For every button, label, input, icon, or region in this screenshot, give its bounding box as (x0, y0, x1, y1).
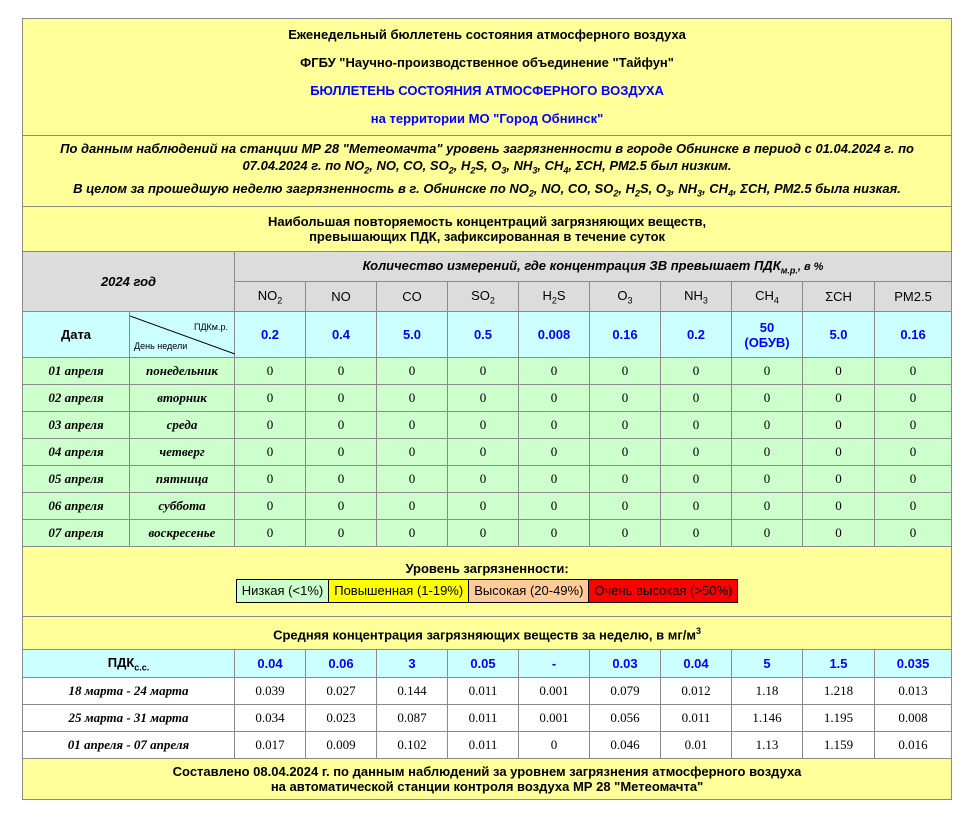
daily-value: 0 (590, 358, 661, 385)
daily-value: 0 (519, 358, 590, 385)
average-value: 0.087 (377, 705, 448, 732)
footer (23, 759, 952, 800)
period-label: 18 марта - 24 марта (23, 678, 235, 705)
daily-value: 0 (448, 385, 519, 412)
daily-value: 0 (875, 520, 952, 547)
daily-value: 0 (448, 493, 519, 520)
daily-date: 01 апреля (23, 358, 130, 385)
daily-value: 0 (519, 493, 590, 520)
substance-header: PM2.5 (875, 282, 952, 312)
average-value: 1.18 (732, 678, 803, 705)
average-value: 1.195 (803, 705, 875, 732)
average-value: 0.079 (590, 678, 661, 705)
intro-paragraph-2: В целом за прошедшую неделю загрязненность в г. Обнинске по $NO_2$, NO, CO, $SO_2$, $H_2S$, $O_3$, $NH_3$, $CH_4$, ΣCH, PM2.5 была низкая. (73, 180, 901, 199)
legend-item: Повышенная (1-19%) (329, 579, 469, 602)
daily-value: 0 (448, 439, 519, 466)
daily-value: 0 (661, 412, 732, 439)
average-value: 0.012 (661, 678, 732, 705)
average-value: 0.023 (306, 705, 377, 732)
daily-value: 0 (377, 385, 448, 412)
pdk-mr-value: 0.16 (875, 312, 952, 358)
daily-value: 0 (235, 493, 306, 520)
average-value: 0.039 (235, 678, 306, 705)
section1-title-line-1: Наибольшая повторяемость концентраций загрязняющих веществ, (268, 214, 707, 230)
daily-value: 0 (519, 466, 590, 493)
pdk-mr-value: 5.0 (377, 312, 448, 358)
legend-table (236, 579, 739, 603)
daily-value: 0 (661, 439, 732, 466)
pdk-ss-value: 0.035 (875, 650, 952, 678)
average-value: 0.016 (875, 732, 952, 759)
pdk-ss-value: 0.03 (590, 650, 661, 678)
daily-value: 0 (661, 520, 732, 547)
average-value: 0.144 (377, 678, 448, 705)
section1-title-line-2: превышающих ПДК, зафиксированная в течение суток (309, 229, 666, 245)
daily-value: 0 (448, 466, 519, 493)
intro-paragraph-1: По данным наблюдений на станции МР 28 "Метеомачта" уровень загрязненности в городе Обнинске в период с 01.04.2024 г. по 07.04.2024 г. по $NO_2$, NO, CO, $SO_2$, $H_2S$, $O_3$, $NH_3$, $CH_4$, ΣCH, PM2.5 был низким. (60, 141, 914, 176)
daily-row (23, 520, 952, 547)
average-value: 0.01 (661, 732, 732, 759)
daily-value: 0 (803, 412, 875, 439)
substance-header: CO (377, 282, 448, 312)
pdk-ss-value: 0.04 (661, 650, 732, 678)
daily-value: 0 (875, 493, 952, 520)
daily-value: 0 (448, 358, 519, 385)
date-label: Дата (23, 312, 130, 358)
daily-value: 0 (661, 493, 732, 520)
count-header: Количество измерений, где концентрация ЗВ превышает $ПДК_{м.р.}$, в % (235, 252, 952, 282)
daily-date: 05 апреля (23, 466, 130, 493)
pdk-mr-value: 0.4 (306, 312, 377, 358)
average-rows (23, 678, 952, 759)
pdk-ss-value: - (519, 650, 590, 678)
daily-value: 0 (235, 520, 306, 547)
daily-row (23, 466, 952, 493)
daily-date: 03 апреля (23, 412, 130, 439)
daily-value: 0 (875, 466, 952, 493)
daily-weekday: понедельник (130, 358, 235, 385)
daily-value: 0 (377, 493, 448, 520)
daily-value: 0 (377, 412, 448, 439)
average-value: 1.159 (803, 732, 875, 759)
pdk-mr-row (23, 312, 952, 358)
header-line-2: ФГБУ "Научно-производственное объединение "Тайфун" (300, 55, 674, 70)
daily-value: 0 (875, 385, 952, 412)
daily-value: 0 (519, 520, 590, 547)
average-value: 0.008 (875, 705, 952, 732)
daily-date: 06 апреля (23, 493, 130, 520)
daily-value: 0 (306, 466, 377, 493)
bulletin-table (22, 18, 952, 800)
daily-value: 0 (732, 358, 803, 385)
period-label: 25 марта - 31 марта (23, 705, 235, 732)
daily-row (23, 412, 952, 439)
legend-item: Низкая (<1%) (236, 579, 329, 602)
daily-date: 02 апреля (23, 385, 130, 412)
section2-title: Средняя концентрация загрязняющих веществ за неделю, в $мг/м^3$ (23, 617, 952, 650)
pdk-ss-value: 0.05 (448, 650, 519, 678)
substance-header: ΣCH (803, 282, 875, 312)
average-value: 0.011 (448, 732, 519, 759)
daily-value: 0 (235, 439, 306, 466)
daily-value: 0 (448, 412, 519, 439)
substance-header: $SO_2$ (448, 282, 519, 312)
daily-value: 0 (306, 358, 377, 385)
daily-value: 0 (448, 520, 519, 547)
pdk-ss-value: 1.5 (803, 650, 875, 678)
daily-row (23, 385, 952, 412)
daily-value: 0 (590, 466, 661, 493)
average-value: 0.011 (448, 678, 519, 705)
daily-value: 0 (803, 466, 875, 493)
daily-value: 0 (661, 358, 732, 385)
daily-value: 0 (377, 439, 448, 466)
header-line-4: на территории МО "Город Обнинск" (370, 111, 604, 126)
average-value: 0.001 (519, 705, 590, 732)
legend-title: Уровень загрязненности: (405, 560, 569, 576)
daily-value: 0 (732, 466, 803, 493)
daily-date: 04 апреля (23, 439, 130, 466)
pdk-ss-value: 0.04 (235, 650, 306, 678)
pdk-mr-value: 5.0 (803, 312, 875, 358)
daily-value: 0 (306, 412, 377, 439)
daily-value: 0 (519, 412, 590, 439)
daily-value: 0 (235, 385, 306, 412)
pdk-mr-value: 0.5 (448, 312, 519, 358)
pdk-mr-value: 0.2 (661, 312, 732, 358)
average-row (23, 705, 952, 732)
substance-header: $NO_2$ (235, 282, 306, 312)
daily-value: 0 (803, 493, 875, 520)
average-row (23, 732, 952, 759)
intro-text (23, 136, 952, 207)
pdk-mr-value: 50 (ОБУВ) (732, 312, 803, 358)
daily-value: 0 (803, 385, 875, 412)
daily-weekday: вторник (130, 385, 235, 412)
daily-rows (23, 358, 952, 547)
daily-weekday: воскресенье (130, 520, 235, 547)
daily-value: 0 (732, 520, 803, 547)
daily-value: 0 (377, 358, 448, 385)
average-value: 0.011 (661, 705, 732, 732)
average-row (23, 678, 952, 705)
legend-item: Очень высокая (>50%) (589, 579, 738, 602)
daily-value: 0 (732, 412, 803, 439)
average-value: 0.027 (306, 678, 377, 705)
header-line-1: Еженедельный бюллетень состояния атмосферного воздуха (288, 27, 686, 42)
section1-title (23, 207, 952, 252)
average-value: 1.146 (732, 705, 803, 732)
daily-value: 0 (306, 520, 377, 547)
bulletin (22, 18, 951, 800)
diag-top-label: ПДКм.р. (193, 321, 228, 332)
average-value: 0.034 (235, 705, 306, 732)
substance-header: NO (306, 282, 377, 312)
substance-header: $CH_4$ (732, 282, 803, 312)
bulletin-header (23, 19, 952, 136)
average-value: 0.017 (235, 732, 306, 759)
footer-line-1: Составлено 08.04.2024 г. по данным наблюдений за уровнем загрязнения атмосферного воздуха (172, 764, 802, 780)
daily-value: 0 (803, 358, 875, 385)
footer-line-2: на автоматической станции контроля воздуха МР 28 "Метеомачта" (270, 779, 704, 795)
pdk-ss-value: 5 (732, 650, 803, 678)
diag-bottom-label: День недели (134, 340, 188, 351)
daily-value: 0 (235, 358, 306, 385)
average-value: 0.056 (590, 705, 661, 732)
pdk-mr-value: 0.16 (590, 312, 661, 358)
daily-value: 0 (590, 412, 661, 439)
year-label: 2024 год (23, 252, 235, 312)
daily-weekday: среда (130, 412, 235, 439)
daily-value: 0 (590, 520, 661, 547)
daily-value: 0 (661, 385, 732, 412)
substance-header: $NH_3$ (661, 282, 732, 312)
daily-date: 07 апреля (23, 520, 130, 547)
average-value: 0 (519, 732, 590, 759)
daily-value: 0 (377, 520, 448, 547)
daily-value: 0 (590, 493, 661, 520)
legend-item: Высокая (20-49%) (469, 579, 589, 602)
diagonal-header (130, 312, 235, 358)
daily-value: 0 (235, 412, 306, 439)
daily-value: 0 (661, 466, 732, 493)
daily-value: 0 (377, 466, 448, 493)
period-label: 01 апреля - 07 апреля (23, 732, 235, 759)
daily-value: 0 (590, 439, 661, 466)
daily-row (23, 439, 952, 466)
average-value: 0.009 (306, 732, 377, 759)
substance-header: $H_2S$ (519, 282, 590, 312)
daily-value: 0 (306, 493, 377, 520)
average-value: 0.001 (519, 678, 590, 705)
daily-weekday: пятница (130, 466, 235, 493)
substance-header: $O_3$ (590, 282, 661, 312)
average-value: 0.102 (377, 732, 448, 759)
daily-value: 0 (519, 385, 590, 412)
header-line-3: БЮЛЛЕТЕНЬ СОСТОЯНИЯ АТМОСФЕРНОГО ВОЗДУХА (310, 83, 664, 98)
daily-row (23, 358, 952, 385)
pdk-ss-value: 0.06 (306, 650, 377, 678)
daily-value: 0 (235, 466, 306, 493)
pdk-mr-value: 0.008 (519, 312, 590, 358)
daily-weekday: суббота (130, 493, 235, 520)
average-value: 0.013 (875, 678, 952, 705)
average-value: 1.13 (732, 732, 803, 759)
daily-value: 0 (875, 439, 952, 466)
daily-value: 0 (732, 439, 803, 466)
daily-value: 0 (306, 439, 377, 466)
daily-value: 0 (803, 439, 875, 466)
daily-value: 0 (306, 385, 377, 412)
daily-value: 0 (875, 412, 952, 439)
average-value: 0.011 (448, 705, 519, 732)
legend-block (23, 547, 952, 617)
pdk-ss-value: 3 (377, 650, 448, 678)
daily-value: 0 (803, 520, 875, 547)
daily-value: 0 (732, 493, 803, 520)
daily-value: 0 (590, 385, 661, 412)
pdk-mr-value: 0.2 (235, 312, 306, 358)
daily-value: 0 (732, 385, 803, 412)
pdk-ss-label: $ПДК_{с.с.}$ (23, 650, 235, 678)
daily-row (23, 493, 952, 520)
daily-value: 0 (519, 439, 590, 466)
pdk-ss-row (23, 650, 952, 678)
average-value: 1.218 (803, 678, 875, 705)
daily-value: 0 (875, 358, 952, 385)
average-value: 0.046 (590, 732, 661, 759)
daily-weekday: четверг (130, 439, 235, 466)
